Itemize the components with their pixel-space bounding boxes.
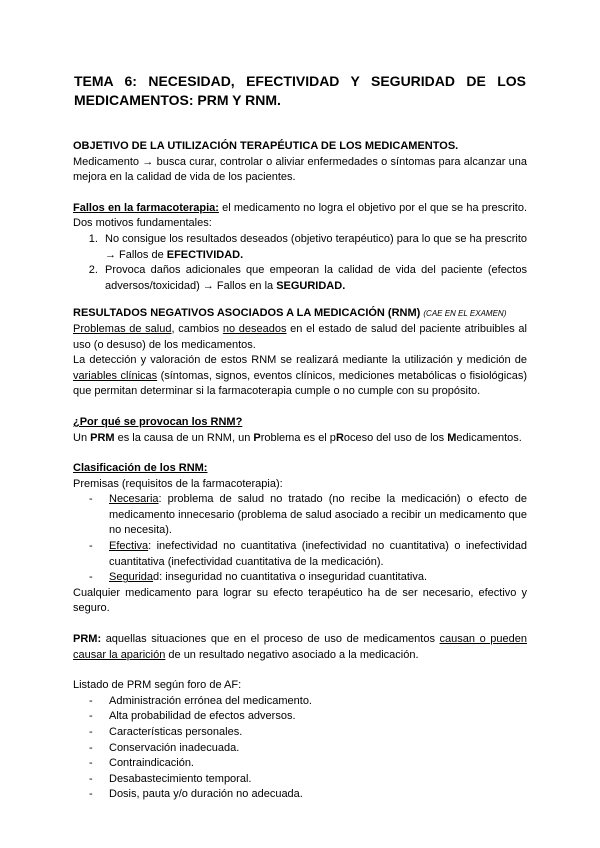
paragraph-rnm-detection: La detección y valoración de estos RNM se realizará mediante la utilización y medición de variables clínicas (síntomas, signos, eventos clínicos, mediciones metabólicas o fisiológicas) que permitan determinar si la farmacoterapia cumple o no cumple con su propósito. <box>73 354 527 398</box>
exam-note: (CAE EN EL EXAMEN) <box>423 309 507 319</box>
list-item: - Efectiva: inefectividad no cuantitativa (inefectividad no cuantitativa) o inefectividad cuantitativa (inefectividad cuantitativa de la medicación). <box>73 539 527 570</box>
section-heading-rnm: RESULTADOS NEGATIVOS ASOCIADOS A LA MEDICACIÓN (RNM) (CAE EN EL EXAMEN) <box>73 307 507 320</box>
list-prm <box>73 694 527 803</box>
label-prm: PRM: <box>73 633 102 646</box>
section-heading-porque: ¿Por qué se provocan los RNM? <box>73 415 243 428</box>
list-item: - Desabastecimiento temporal. <box>73 772 527 788</box>
list-item: 2. Provoca daños adicionales que empeoran la calidad de vida del paciente (efectos adversos/toxicidad) → Fallos en la SEGURIDAD. <box>101 263 527 294</box>
paragraph-fallos: Fallos en la farmacoterapia: el medicamento no logra el objetivo por el que se ha prescrito. Dos motivos fundamentales: <box>73 201 528 230</box>
page-title: TEMA 6: NECESIDAD, EFECTIVIDAD Y SEGURIDAD DE LOS MEDICAMENTOS: PRM Y RNM. <box>74 73 526 108</box>
paragraph-porque: Un PRM es la causa de un RNM, un Problema es el pRoceso del uso de los Medicamentos. <box>73 431 522 444</box>
paragraph-premisas: Premisas (requisitos de la farmacoterapia): <box>73 477 283 490</box>
list-item: - Contraindicación. <box>73 756 527 772</box>
list-item: 1. No consigue los resultados deseados (objetivo terapéutico) para lo que se ha prescrito → Fallos de EFECTIVIDAD. <box>101 232 527 263</box>
section-heading-objetivo: OBJETIVO DE LA UTILIZACIÓN TERAPÉUTICA DE LOS MEDICAMENTOS. <box>73 140 459 152</box>
list-item: - Alta probabilidad de efectos adversos. <box>73 709 527 725</box>
list-item: - Administración errónea del medicamento. <box>73 694 527 710</box>
paragraph-objetivo: Medicamento → busca curar, controlar o aliviar enfermedades o síntomas para alcanzar una mejora en la calidad de vida de los pacientes. <box>73 155 527 184</box>
list-item: - Conservación inadecuada. <box>73 741 527 757</box>
paragraph-prm: PRM: aquellas situaciones que en el proceso de uso de medicamentos causan o pueden causar la aparición de un resultado negativo asociado a la medicación. <box>73 633 527 661</box>
list-item: - Características personales. <box>73 725 527 741</box>
section-heading-clasificacion: Clasificación de los RNM: <box>73 462 208 475</box>
paragraph-rnm-definition: Problemas de salud, cambios no deseados en el estado de salud del paciente atribuibles al uso (o desuso) de los medicamentos. <box>73 322 527 351</box>
list-premisas <box>73 492 527 586</box>
list-item: - Necesaria: problema de salud no tratado (no recibe la medicación) o efecto de medicamento innecesario (problema de salud asociado a recibir un medicamento que no necesita). <box>73 492 527 539</box>
document-body <box>73 139 527 803</box>
list-fallos <box>73 232 527 294</box>
label-fallos: Fallos en la farmacoterapia: <box>73 201 219 214</box>
section-heading-listado: Listado de PRM según foro de AF: <box>73 679 242 692</box>
list-item: - Dosis, pauta y/o duración no adecuada. <box>73 787 527 803</box>
list-item: - Seguridad: inseguridad no cuantitativa o inseguridad cuantitativa. <box>73 570 527 586</box>
paragraph-conclusion: Cualquier medicamento para lograr su efecto terapéutico ha de ser necesario, efectivo y seguro. <box>73 586 527 615</box>
